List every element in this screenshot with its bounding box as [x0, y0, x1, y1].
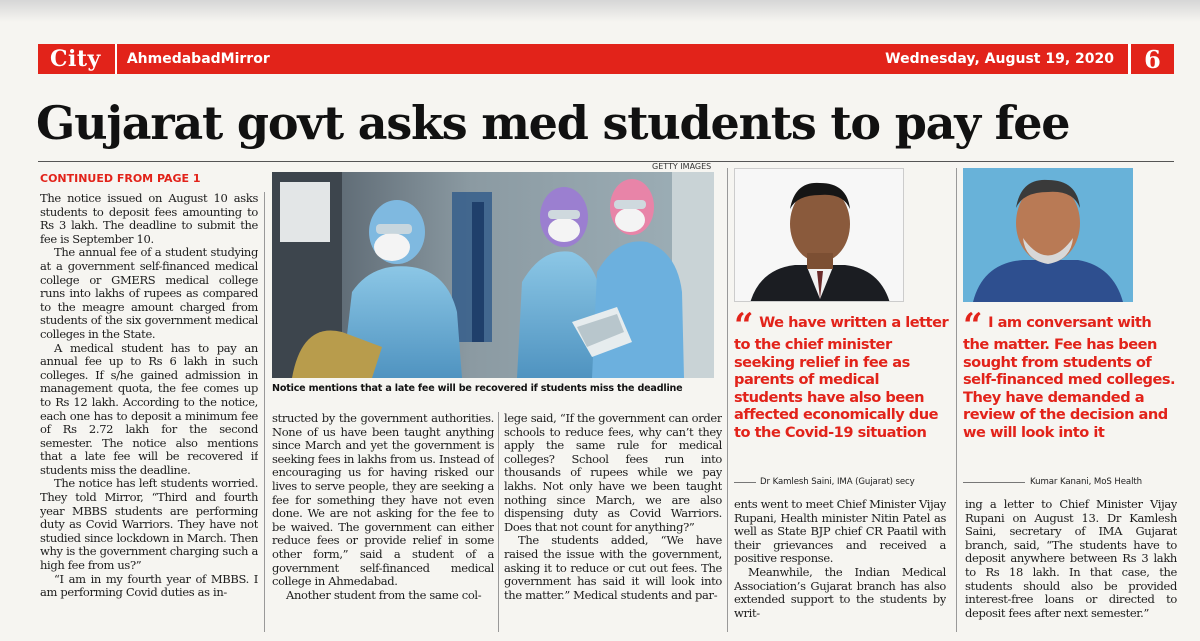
- paragraph: ing a letter to Chief Minister Vijay Rupani on August 13. Dr Kamlesh Saini, secretary of IMA Gujarat branch, said, “The students have to deposit anywhere between Rs 3 lakh to Rs 18 lakh. In that case, the students should also be provided interest-free loans or directed to deposit fees after next semester.”: [965, 498, 1177, 620]
- attribution-rule: [963, 482, 1025, 483]
- portrait-kumar-kanani: [963, 168, 1133, 302]
- article-column-3: [504, 412, 722, 641]
- paragraph: The notice issued on August 10 asks students to deposit fees amounting to Rs 3 lakh. The deadline to submit the fee is September 10.: [40, 192, 258, 246]
- portrait-illustration: [963, 168, 1133, 302]
- headline-rule: [38, 161, 1174, 162]
- pull-quote-text: We have written a letter to the chief minister seeking relief in fee as parents of medical students have also been affected economically due to the Covid-19 situation: [734, 314, 949, 441]
- pull-quote-attribution: Kumar Kanani, MoS Health: [1030, 477, 1142, 487]
- article-column-2: [272, 412, 494, 641]
- paragraph: structed by the government authorities. None of us have been taught anything since March and yet the government is seeking fees in lakhs from us. Instead of encouraging us for having risked our lives to serve people, they are seeking a fee for something they have not even done. We are not asking for the fee to be waived. The government can either reduce fees or provide relief in some other form,” said a student of a government self-financed medical college in Ahmedabad.: [272, 412, 494, 589]
- brand-name: AhmedabadMirror: [126, 51, 270, 67]
- article-column-5: [965, 498, 1177, 641]
- paragraph: “I am in my fourth year of MBBS. I am performing Covid duties as in-: [40, 571, 258, 600]
- column-divider: [956, 168, 957, 632]
- paragraph: The annual fee of a student studying at a government self-financed medical college or GMERS medical college runs into lakhs of rupees as compared to the meagre amount charged from students of the six government medical colleges in the State.: [40, 245, 258, 341]
- pull-quote-1: [734, 306, 950, 442]
- photo-caption: Notice mentions that a late fee will be recovered if students miss the deadline: [272, 383, 683, 394]
- pull-quote-text: I am conversant with the matter. Fee has been sought from students of self-financed med colleges. They have demanded a review of the decision and we will look into it: [963, 314, 1176, 441]
- page-top-shadow: [0, 0, 1200, 22]
- headline: Gujarat govt asks med students to pay fee: [36, 96, 1070, 150]
- photo-illustration: [272, 172, 714, 378]
- pull-quote-2: [963, 306, 1179, 442]
- news-photo: [272, 172, 714, 378]
- article-column-4: [734, 498, 946, 641]
- paragraph: Meanwhile, the Indian Medical Association’s Gujarat branch has also extended support to the students by writ-: [734, 564, 946, 620]
- pull-quote-attribution: Dr Kamlesh Saini, IMA (Gujarat) secy: [760, 477, 915, 487]
- attribution-rule: [734, 482, 756, 483]
- paragraph: The notice has left students worried. They told Mirror, “Third and fourth year MBBS students are performing duty as Covid Warriors. They have not studied since lockdown in March. Then why is the government charging such a high fee from us?”: [40, 476, 258, 573]
- quote-mark-icon: “: [734, 306, 754, 346]
- portrait-kamlesh-saini: [734, 168, 904, 302]
- paragraph: lege said, “If the government can order schools to reduce fees, why can’t they apply the same rule for medical colleges? School fees run into thousands of rupees while we pay lakhs. Not only have we been taught nothing since March, we are also dispensing duty as Covid Warriors. Does that not count for anything?”: [504, 412, 722, 534]
- page-number: 6: [1128, 44, 1174, 74]
- section-label: City: [38, 44, 117, 74]
- paragraph: A medical student has to pay an annual fee up to Rs 6 lakh in such colleges. If s/he gained admission in management quota, the fee comes up to Rs 12 lakh. According to the notice, each one has to deposit a minimum fee of Rs 2.72 lakh for the second semester. The notice also mentions that a late fee will be recovered if students miss the deadline.: [40, 340, 258, 477]
- column-divider: [264, 192, 265, 632]
- article-column-1: [40, 192, 258, 641]
- paragraph: Another student from the same col-: [286, 587, 482, 602]
- page-header-bar: [38, 44, 1174, 74]
- column-divider: [498, 412, 499, 632]
- column-divider: [727, 168, 728, 632]
- kicker: CONTINUED FROM PAGE 1: [40, 172, 201, 185]
- issue-date: Wednesday, August 19, 2020: [885, 51, 1114, 67]
- paragraph: ents went to meet Chief Minister Vijay Rupani, Health minister Nitin Patel as well as State BJP chief CR Paatil with their grievances and received a positive response.: [734, 498, 946, 566]
- paragraph: The students added, “We have raised the issue with the government, asking it to reduce or cut out fees. The government has said it will look into the matter.” Medical students and par-: [504, 533, 722, 602]
- quote-mark-icon: “: [963, 306, 983, 346]
- photo-credit: GETTY IMAGES: [652, 162, 712, 171]
- portrait-illustration: [735, 169, 904, 302]
